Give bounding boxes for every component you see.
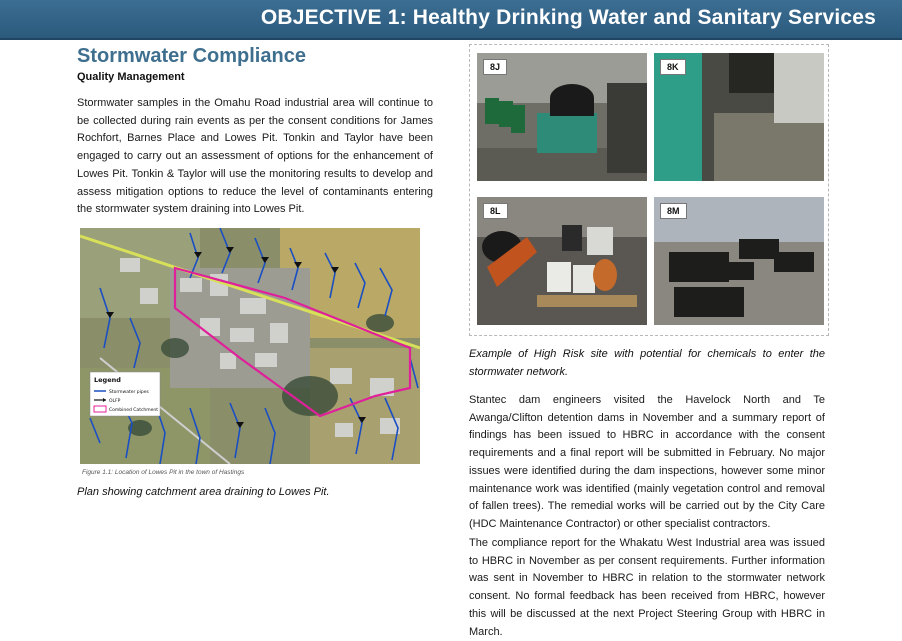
photo-8j <box>477 53 647 181</box>
photo-caption: Example of High Risk site with potential for chemicals to enter the stormwater network. <box>469 348 825 378</box>
legend-olfp: OLFP <box>109 399 121 404</box>
aerial-map-image <box>80 228 420 464</box>
photo-label-8k: 8K <box>660 59 686 75</box>
objective-title: OBJECTIVE 1: Healthy Drinking Water and Sanitary Services <box>260 6 876 29</box>
section-subtitle: Quality Management <box>77 71 185 83</box>
photo-8m <box>654 197 824 325</box>
header-banner <box>0 0 902 40</box>
photo-label-8m: 8M <box>660 203 687 219</box>
compliance-report-paragraph: The compliance report for the Whakatu West Industrial area was issued to HBRC in November as per consent requirements. Further information was sent in November to HBRC in relation to the stormwater network consent. No formal feedback has been received from HBRC, however this will be discussed at the next Project Steering Group with HBRC in March. <box>469 537 825 638</box>
section-title: Stormwater Compliance <box>77 45 306 67</box>
map-legend-title: Legend <box>94 376 121 384</box>
legend-stormwater-pipes: Stormwater pipes <box>109 390 149 395</box>
figure-caption: Figure 1.1: Location of Lowes Pit in the town of Hastings <box>82 469 245 476</box>
legend-combined-catchment: Combined Catchment <box>109 408 159 413</box>
photo-panel <box>469 44 829 336</box>
photo-8k <box>654 53 824 181</box>
photo-label-8j: 8J <box>483 59 507 75</box>
catchment-map <box>80 228 420 464</box>
plan-caption: Plan showing catchment area draining to Lowes Pit. <box>77 486 330 498</box>
photo-label-8l: 8L <box>483 203 508 219</box>
photo-8l <box>477 197 647 325</box>
dam-inspection-paragraph: Stantec dam engineers visited the Havelock North and Te Awanga/Clifton detention dams in November and a summary report of findings has been issued to HBRC in accordance with the consent requirements and a final report will be submitted in February. No major issues were identified during the dam inspections, however some minor maintenance work was identified (mainly vegetation control and removal of fallen trees). The remedial works will be carried out by the City Care (HDC Maintenance Contractor) or other specialist contractors. <box>469 394 825 530</box>
stormwater-paragraph: Stormwater samples in the Omahu Road industrial area will continue to be collected during rain events as per the consent conditions for James Rochfort, Barnes Place and Lowes Pit. Tonkin and Taylor have been engaged to carry out an assessment of options for the enhancement of Lowes Pit. Tonkin & Taylor will use the monitoring results to develop and assess mitigation options to reduce the level of contaminants entering the stormwater system draining into Lowes Pit. <box>77 97 433 216</box>
